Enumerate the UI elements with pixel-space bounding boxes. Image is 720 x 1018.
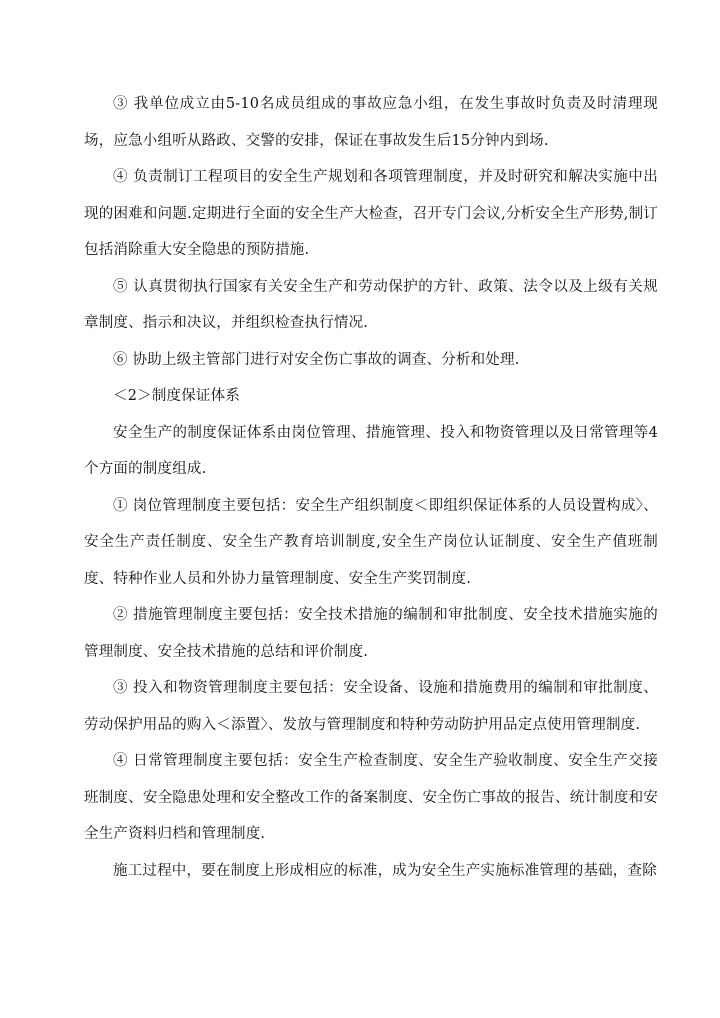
paragraph-investment-management: ③ 投入和物资管理制度主要包括：安全设备、设施和措施费用的编制和审批制度、劳动保护用品的购入＜添置〉、发放与管理制度和特种劳动防护用品定点使用管理制度. — [84, 680, 658, 733]
document-body — [0, 86, 720, 889]
paragraph-construction-process: 施工过程中，要在制度上形成相应的标准，成为安全生产实施标准管理的基础，查除 — [113, 862, 657, 879]
paragraph-emergency-team: ③ 我单位成立由5-10名成员组成的事故应急小组，在发生事故时负责及时清理现场，应急小组听从路政、交警的安排，保证在事故发生后15分钟内到场. — [84, 96, 658, 149]
paragraph-safety-planning: ④ 负责制订工程项目的安全生产规划和各项管理制度，并及时研究和解决实施中出现的困难和问题.定期进行全面的安全生产大检查，召开专门会议,分析安全生产形势,制订包括消除重大安全隐患的预防措施. — [84, 169, 658, 258]
paragraph-accident-investigation: ⑥ 协助上级主管部门进行对安全伤亡事故的调查、分析和处理. — [113, 351, 520, 368]
paragraph-implement-policies: ⑤ 认真贯彻执行国家有关安全生产和劳动保护的方针、政策、法令以及上级有关规章制度、指示和决议，并组织检查执行情况. — [84, 278, 658, 331]
paragraph-measure-management: ② 措施管理制度主要包括：安全技术措施的编制和审批制度、安全技术措施实施的管理制度、安全技术措施的总结和评价制度. — [84, 607, 658, 660]
paragraph-daily-management: ④ 日常管理制度主要包括：安全生产检查制度、安全生产验收制度、安全生产交接班制度、安全隐患处理和安全整改工作的备案制度、安全伤亡事故的报告、统计制度和安全生产资料归档和管理制度. — [84, 753, 658, 842]
paragraph-post-management: ① 岗位管理制度主要包括：安全生产组织制度＜即组织保证体系的人员设置构成〉、安全生产责任制度、安全生产教育培训制度,安全生产岗位认证制度、安全生产值班制度、特种作业人员和外协力量管理制度、安全生产奖罚制度. — [84, 497, 658, 587]
paragraph-system-overview: 安全生产的制度保证体系由岗位管理、措施管理、投入和物资管理以及日常管理等4个方面的制度组成. — [84, 424, 658, 477]
section-heading-system-guarantee: ＜2＞制度保证体系 — [113, 388, 241, 404]
